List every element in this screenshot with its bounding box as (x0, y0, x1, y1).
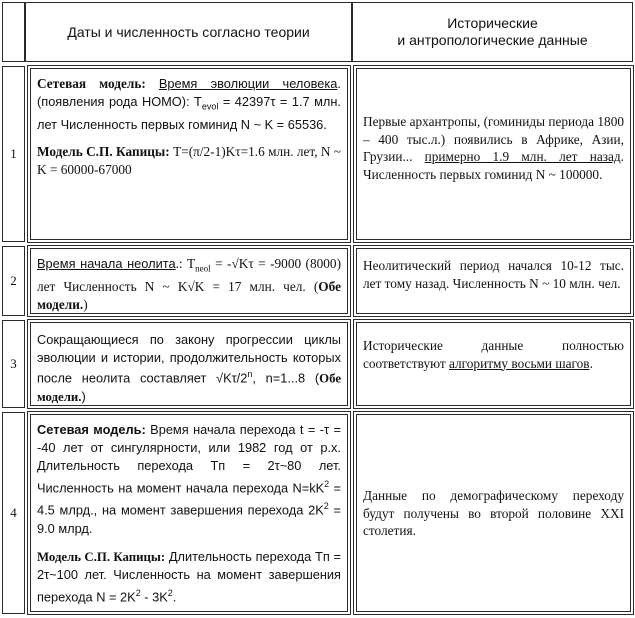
row3-num-cell (2, 320, 25, 408)
row2-theory-link[interactable]: Время начала неолита (37, 256, 176, 271)
row3-history-link[interactable]: алгоритму восьми шагов (449, 355, 590, 371)
row2-number: 2 (10, 273, 17, 288)
row1-history-paragraph (363, 113, 624, 183)
row2-num-cell (2, 246, 25, 316)
row1-number: 1 (10, 146, 17, 161)
row4-net-text2: = 4.5 млрд., на момент завершения перехода 2K (37, 480, 341, 518)
row2-theory-cell (30, 248, 348, 314)
row3-theory-text1: Сокращающиеся по закону прогрессии циклы эволюции и истории, продолжительность которых после неолита составляет √Kτ/2 (37, 332, 341, 386)
row3-number: 3 (10, 356, 17, 371)
row3-history-paragraph (363, 337, 624, 372)
row1-kap-paragraph (37, 143, 341, 178)
row1-history-link[interactable]: примерно 1.9 млн. лет назад (424, 149, 621, 164)
header-theory-cell (25, 2, 352, 62)
row2-theory-text1: .: T (175, 256, 196, 271)
row4-net-text1: Время начала перехода t = -τ = -40 лет от сингулярности, или 1982 год от р.х. Длительность перехода Tп = 2τ~80 лет. Численность на момент начала перехода N=kK (37, 422, 341, 496)
row1-history-text2: . Численность первых гоминид N ~ 100000. (363, 149, 624, 182)
row4-number: 4 (10, 505, 17, 520)
row4-num-cell (2, 412, 25, 614)
row4-net-sup1: 2 (324, 479, 330, 489)
row3-theory-bold: Обе модели. (37, 371, 342, 404)
row1-net-paragraph (37, 75, 341, 133)
row4-theory-cell (30, 414, 348, 612)
row2-history-paragraph: Неолитический период начался 10-12 тыс. лет тому назад. Численность N ~ 10 млн. чел. (363, 258, 624, 291)
row1-num-cell (2, 66, 25, 242)
row4-kap-sup1: 2 (135, 587, 141, 598)
row1-net-link[interactable]: Время эволюции человека (158, 76, 338, 91)
row1-theory-cell (30, 68, 348, 240)
row1-history-text1: Первые архантропы, (гоминиды периода 1800 – 400 тыс.л.) появились в Африке, Азии, Грузии... (363, 114, 624, 164)
row3-history-cell (356, 322, 631, 406)
header-history-cell (352, 2, 633, 62)
row1-net-text1: . (появления рода HOMO): T (37, 76, 341, 109)
header-history-line2: и антропологические данные (397, 32, 588, 48)
row3-theory-text2: , n=1...8 ( (252, 370, 320, 386)
header-theory-title: Даты и численность согласно теории (67, 23, 310, 40)
row1-kap-text: T=(π/2-1)Kτ=1.6 млн. лет, N ~ K = 60000-67000 (37, 144, 342, 177)
row1-net-sub: evol (201, 101, 219, 112)
row2-theory-bold: Обе модели. (37, 279, 341, 312)
row3-theory-cell (30, 322, 348, 406)
row3-history-text2: . (589, 355, 593, 371)
row4-history-cell (356, 414, 631, 612)
row4-kap-text2: - 3K (140, 588, 168, 604)
header-num-cell (2, 2, 25, 62)
row1-history-cell (356, 68, 631, 240)
row1-net-label: Сетевая модель: (37, 76, 146, 91)
row1-kap-label: Модель С.П. Капицы: (37, 144, 170, 160)
row2-theory-text3: ) (83, 296, 88, 312)
row2-theory-sub: neol (195, 263, 211, 274)
row3-theory-text3: ) (81, 388, 86, 404)
row2-theory-text2: = -√Kτ = -9000 (8000) лет Численность N ~ K√K = 17 млн. чел. ( (37, 256, 342, 295)
row4-kap-text3: . (172, 588, 177, 604)
row4-net-paragraph (37, 421, 341, 538)
row2-history-cell (356, 248, 631, 314)
row3-theory-paragraph (37, 331, 341, 406)
row4-kap-label: Модель С.П. Капицы: (37, 549, 166, 564)
row4-net-label: Сетевая модель: (37, 422, 146, 437)
header-history-line1: Исторические (447, 15, 538, 31)
row4-net-text3: = 9.0 млрд. (37, 502, 341, 536)
row4-history-paragraph: Данные по демографическому переходу будут получены во второй половине XXI столетия. (363, 488, 624, 538)
row1-net-text2: = 42397τ = 1.7 млн. лет Численность первых гоминид N ~ K = 65536. (37, 93, 341, 132)
row3-history-text1: Исторические данные полностью соответствуют (363, 338, 624, 371)
row4-kap-paragraph (37, 548, 341, 606)
row4-kap-text1: Длительность перехода Tп = 2τ~100 лет. Численность на момент завершения перехода N = 2K (37, 548, 341, 604)
row4-kap-sup2: 2 (167, 587, 173, 598)
row2-theory-paragraph (37, 255, 341, 313)
row3-theory-sup: n (247, 369, 253, 379)
row4-net-sup2: 2 (323, 501, 329, 512)
